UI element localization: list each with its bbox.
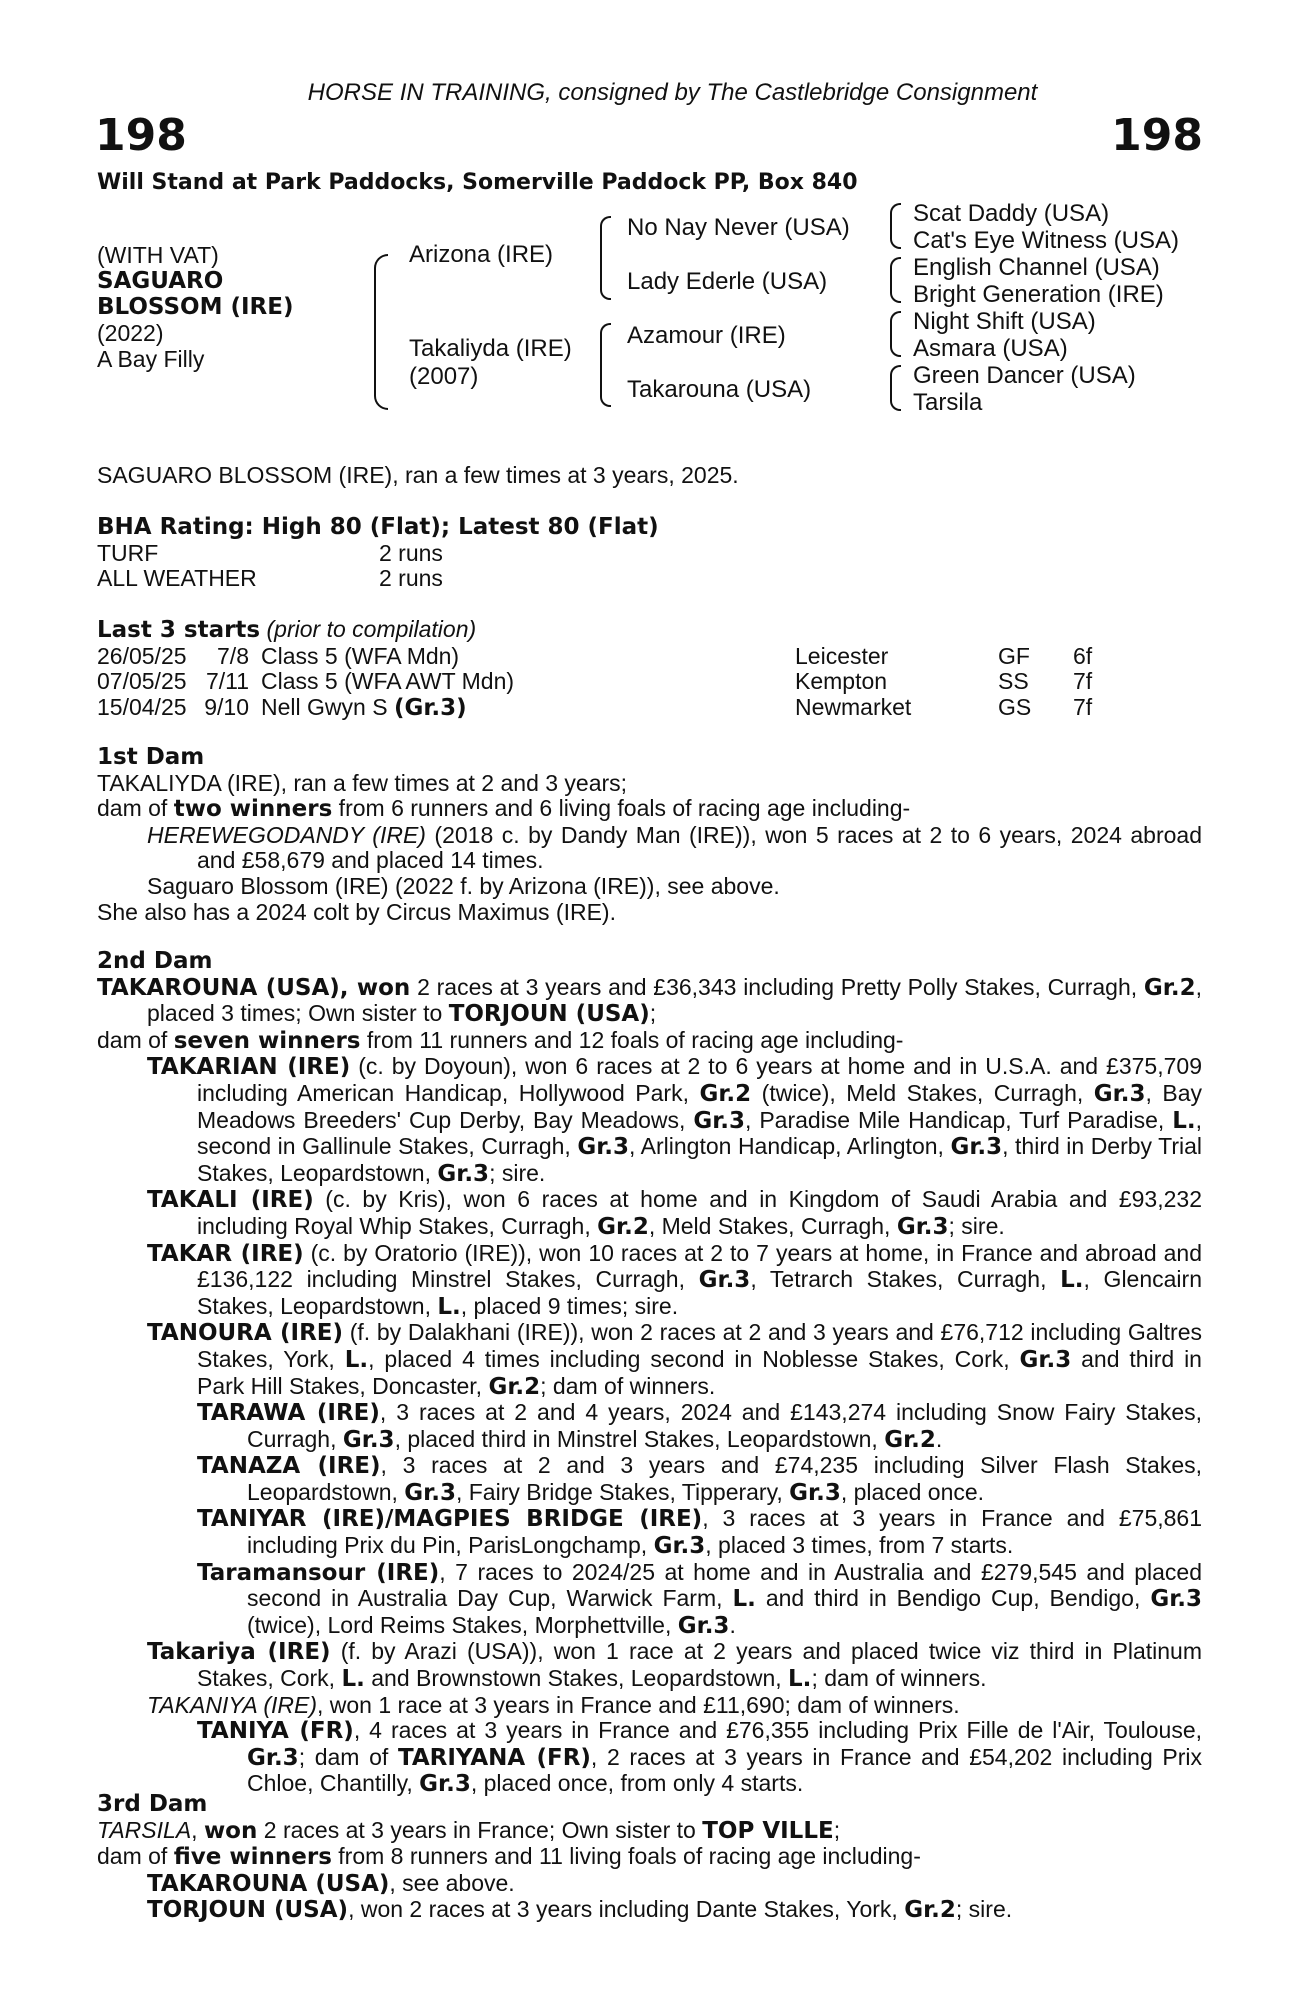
dam-line: TAKAROUNA (USA), won 2 races at 3 years and £36,343 including Pretty Polly Stakes, Curragh, Gr.2, placed 3 times; Own sister to TORJOUN (USA);	[97, 973, 1202, 1028]
table-row: 07/05/25 7/11 Class 5 (WFA AWT Mdn) Kempton SS 7f	[97, 668, 1093, 695]
ancestor-gen3: Cat's Eye Witness (USA)	[913, 227, 1179, 254]
horse-description: A Bay Filly	[97, 346, 205, 372]
produce-entry: TANAZA (IRE), 3 races at 2 and 3 years and £74,235 including Silver Flash Stakes, Leopardstown, Gr.3, Fairy Bridge Stakes, Tipperary, Gr.3, placed once.	[197, 1452, 1202, 1506]
lot-number-right: 198	[1111, 110, 1203, 161]
dam-year: (2007)	[409, 363, 479, 390]
produce-entry: TANOURA (IRE) (f. by Dalakhani (IRE)), won 2 races at 2 and 3 years and £76,712 including Galtres Stakes, York, L., placed 4 times including second in Noblesse Stakes, Cork, Gr.3 and third in Park Hill Stakes, Doncaster, Gr.2; dam of winners.	[147, 1319, 1202, 1400]
second-dam-section	[97, 949, 1202, 1798]
produce-entry: TAKANIYA (IRE), won 1 race at 3 years in France and £11,690; dam of winners.	[147, 1691, 960, 1718]
dam-produce-line: dam of two winners from 6 runners and 6 living foals of racing age including-	[97, 795, 911, 823]
sire-dam: Lady Ederle (USA)	[627, 268, 828, 295]
produce-entry: TAKAROUNA (USA), see above.	[147, 1869, 515, 1897]
vat-label: (WITH VAT)	[97, 242, 219, 268]
table-row: 26/05/25 7/8 Class 5 (WFA Mdn) Leicester GF 6f	[97, 642, 1093, 669]
sire: Arizona (IRE)	[409, 241, 554, 268]
section-heading: 1st Dam	[97, 744, 205, 770]
dam-sire: Azamour (IRE)	[627, 322, 786, 349]
dam-line: TAKALIYDA (IRE), ran a few times at 2 and 3 years;	[97, 769, 628, 796]
third-dam-section	[97, 1792, 1202, 1924]
sire-sire: No Nay Never (USA)	[627, 214, 850, 241]
produce-entry: Saguaro Blossom (IRE) (2022 f. by Arizona (IRE)), see above.	[147, 872, 780, 899]
last-starts-title: Last 3 starts	[97, 617, 261, 643]
bha-rating-title: BHA Rating: High 80 (Flat); Latest 80 (Flat)	[97, 514, 659, 540]
horse-name-line1: SAGUARO	[97, 268, 224, 294]
ancestor-gen3: Tarsila	[913, 389, 983, 416]
section-heading: 2nd Dam	[97, 948, 213, 974]
ancestor-gen3: English Channel (USA)	[913, 254, 1160, 281]
produce-entry: TANIYA (FR), 4 races at 3 years in France and £76,355 including Prix Fille de l'Air, Toulouse, Gr.3; dam of TARIYANA (FR), 2 races at 3 years in France and £54,202 including Prix Chloe, Chantilly, Gr.3, placed once, from only 4 starts.	[197, 1717, 1203, 1798]
foaling-year: (2022)	[97, 320, 164, 346]
stand-location: Will Stand at Park Paddocks, Somerville Paddock PP, Box 840	[97, 170, 858, 195]
pedigree-brace	[600, 216, 611, 300]
produce-entry: TORJOUN (USA), won 2 races at 3 years including Dante Stakes, York, Gr.2; sire.	[147, 1896, 1013, 1924]
produce-entry: Taramansour (IRE), 7 races to 2024/25 at home and in Australia and £279,545 and placed second in Australia Day Cup, Warwick Farm, L. and third in Bendigo Cup, Bendigo, Gr.3 (twice), Lord Reims Stakes, Morphettville, Gr.3.	[197, 1558, 1203, 1639]
pedigree-brace	[374, 254, 388, 410]
race-summary: SAGUARO BLOSSOM (IRE), ran a few times at 3 years, 2025.	[97, 462, 739, 488]
horse-name-line2: BLOSSOM (IRE)	[97, 294, 294, 320]
pedigree-brace	[600, 323, 611, 407]
pedigree-brace	[890, 257, 901, 303]
produce-entry: TAKALI (IRE) (c. by Kris), won 6 races at home and in Kingdom of Saudi Arabia and £93,232 including Royal Whip Stakes, Curragh, Gr.2, Meld Stakes, Curragh, Gr.3; sire.	[147, 1186, 1202, 1240]
produce-note: She also has a 2024 colt by Circus Maximus (IRE).	[97, 898, 616, 925]
starts-table	[97, 644, 1092, 722]
produce-entry: HEREWEGODANDY (IRE) (2018 c. by Dandy Man (IRE)), won 5 races at 2 to 6 years, 2024 abroad and £58,679 and placed 14 times.	[147, 821, 1202, 874]
produce-entry: TARAWA (IRE), 3 races at 2 and 4 years, 2024 and £143,274 including Snow Fairy Stakes, Curragh, Gr.3, placed third in Minstrel Stakes, Leopardstown, Gr.2.	[197, 1399, 1202, 1453]
first-dam-section	[97, 745, 1202, 925]
section-heading: 3rd Dam	[97, 1791, 208, 1817]
ancestor-gen3: Night Shift (USA)	[913, 308, 1096, 335]
table-row: 15/04/25 9/10 Nell Gwyn S (Gr.3) Newmarket GS 7f	[97, 693, 1093, 721]
rating-section	[97, 515, 1202, 592]
ancestor-gen3: Scat Daddy (USA)	[913, 200, 1110, 227]
sale-type-line: HORSE IN TRAINING, consigned by The Castlebridge Consignment	[307, 79, 1038, 106]
pedigree-brace	[890, 365, 901, 411]
dam-produce-line: dam of five winners from 8 runners and 11 living foals of racing age including-	[97, 1843, 921, 1871]
pedigree-brace	[890, 203, 901, 249]
ancestor-gen3: Green Dancer (USA)	[913, 362, 1136, 389]
pedigree-brace	[890, 311, 901, 357]
last-starts-note: (prior to compilation)	[266, 616, 477, 642]
rating-row: ALL WEATHER 2 runs	[97, 565, 443, 592]
produce-entry: TAKARIAN (IRE) (c. by Doyoun), won 6 races at 2 to 6 years at home and in U.S.A. and £375,709 including American Handicap, Hollywood Park, Gr.2 (twice), Meld Stakes, Curragh, Gr.3, Bay Meadows Breeders' Cup Derby, Bay Meadows, Gr.3, Paradise Mile Handicap, Turf Paradise, L., second in Gallinule Stakes, Curragh, Gr.3, Arlington Handicap, Arlington, Gr.3, third in Derby Trial Stakes, Leopardstown, Gr.3; sire.	[147, 1053, 1203, 1187]
dam-line: TARSILA, won 2 races at 3 years in France; Own sister to TOP VILLE;	[97, 1816, 841, 1844]
dam: Takaliyda (IRE)	[409, 335, 572, 362]
rating-row: TURF 2 runs	[97, 539, 443, 566]
ancestor-gen3: Asmara (USA)	[913, 335, 1068, 362]
produce-entry: TAKAR (IRE) (c. by Oratorio (IRE)), won 10 races at 2 to 7 years at home, in France and abroad and £136,122 including Minstrel Stakes, Curragh, Gr.3, Tetrarch Stakes, Curragh, L., Glencairn Stakes, Leopardstown, L., placed 9 times; sire.	[147, 1239, 1202, 1320]
produce-entry: Takariya (IRE) (f. by Arazi (USA)), won 1 race at 2 years and placed twice viz third in Platinum Stakes, Cork, L. and Brownstown Stakes, Leopardstown, L.; dam of winners.	[147, 1638, 1203, 1693]
ancestor-gen3: Bright Generation (IRE)	[913, 281, 1164, 308]
horse-identity	[97, 242, 293, 372]
dam-dam: Takarouna (USA)	[627, 376, 812, 403]
dam-produce-line: dam of seven winners from 11 runners and 12 foals of racing age including-	[97, 1026, 904, 1054]
last-starts-section	[97, 617, 1202, 721]
lot-number-left: 198	[95, 110, 187, 161]
produce-entry: TANIYAR (IRE)/MAGPIES BRIDGE (IRE), 3 races at 3 years in France and £75,861 including Prix du Pin, ParisLongchamp, Gr.3, placed 3 times, from 7 starts.	[197, 1505, 1203, 1560]
